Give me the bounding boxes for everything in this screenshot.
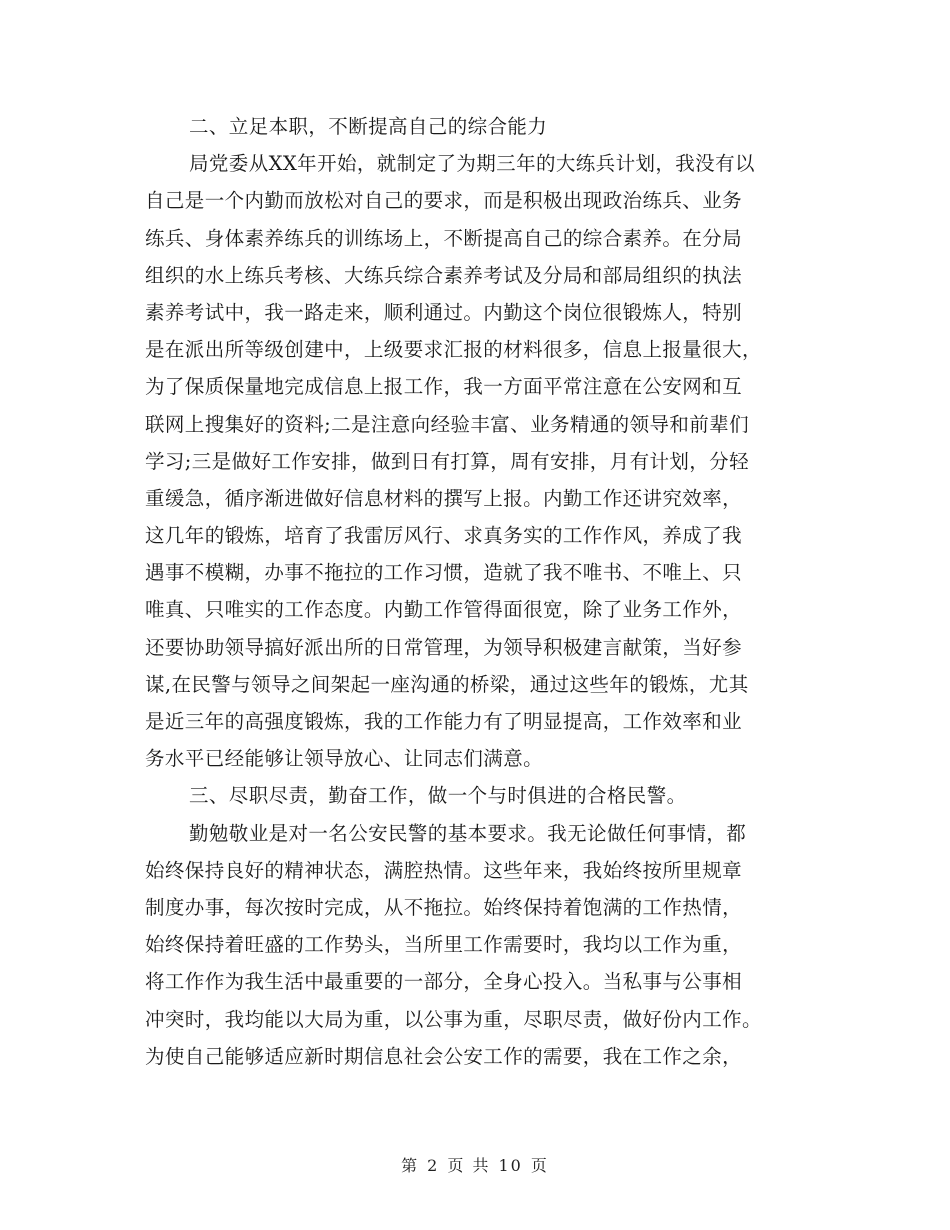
text-line: 还要协助领导搞好派出所的日常管理，为领导积极建言献策，当好参	[145, 635, 743, 659]
text-line: 谋,在民警与领导之间架起一座沟通的桥梁，通过这些年的锻炼，尤其	[145, 672, 749, 696]
text-line: 重缓急，循序渐进做好信息材料的撰写上报。内勤工作还讲究效率，	[145, 486, 743, 510]
footer-page-number: 2	[427, 1156, 440, 1175]
text-line: 是在派出所等级创建中，上级要求汇报的材料很多，信息上报量很大，	[145, 338, 762, 362]
text-line: 勤勉敬业是对一名公安民警的基本要求。我无论做任何事情，都	[189, 821, 747, 845]
text-line: 为了保质保量地完成信息上报工作，我一方面平常注意在公安网和互	[145, 375, 743, 399]
text-line: 这几年的锻炼，培育了我雷厉风行、求真务实的工作作风，养成了我	[145, 524, 743, 548]
text-line: 始终保持良好的精神状态，满腔热情。这些年来，我始终按所里规章	[145, 858, 743, 882]
text-line: 是近三年的高强度锻炼，我的工作能力有了明显提高，工作效率和业	[145, 710, 743, 733]
text-line: 为使自己能够适应新时期信息社会公安工作的需要，我在工作之余，	[145, 1044, 743, 1068]
page-footer	[0, 1153, 950, 1176]
text-line: 组织的水上练兵考核、大练兵综合素养考试及分局和部局组织的执法	[145, 263, 743, 287]
text-line: 冲突时，我均能以大局为重，以公事为重，尽职尽责，做好份内工作。	[145, 1007, 762, 1031]
footer-total-pages: 10	[498, 1156, 523, 1175]
text-line: 练兵、身体素养练兵的训练场上，不断提高自己的综合素养。在分局	[145, 226, 743, 250]
text-line: 三、尽职尽责，勤奋工作，做一个与时俱进的合格民警。	[189, 784, 687, 808]
text-line: 将工作作为我生活中最重要的一部分，全身心投入。当私事与公事相	[145, 970, 743, 994]
text-line: 始终保持着旺盛的工作势头，当所里工作需要时，我均以工作为重，	[145, 933, 743, 957]
document-body	[145, 108, 815, 1075]
text-line: 联网上搜集好的资料;二是注意向经验丰富、业务精通的领导和前辈们	[145, 412, 749, 436]
footer-middle: 页 共	[447, 1156, 491, 1175]
text-line: 遇事不模糊，办事不拖拉的工作习惯，造就了我不唯书、不唯上、只	[145, 561, 743, 585]
text-line: 二、立足本职，不断提高自己的综合能力	[189, 115, 548, 138]
text-line: 学习;三是做好工作安排，做到日有打算，周有安排，月有计划，分轻	[145, 449, 749, 473]
text-line: 唯真、只唯实的工作态度。内勤工作管得面很宽，除了业务工作外，	[145, 598, 743, 622]
text-line: 务水平已经能够让领导放心、让同志们满意。	[145, 747, 544, 771]
text-line: 制度办事，每次按时完成，从不拖拉。始终保持着饱满的工作热情，	[145, 895, 743, 919]
text-line: 自己是一个内勤而放松对自己的要求，而是积极出现政治练兵、业务	[145, 189, 743, 213]
text-line: 素养考试中，我一路走来，顺利通过。内勤这个岗位很锻炼人，特别	[145, 300, 743, 324]
footer-suffix: 页	[530, 1156, 549, 1175]
footer-prefix: 第	[401, 1156, 420, 1175]
text-line: 局党委从XX年开始，就制定了为期三年的大练兵计划，我没有以	[189, 152, 755, 176]
